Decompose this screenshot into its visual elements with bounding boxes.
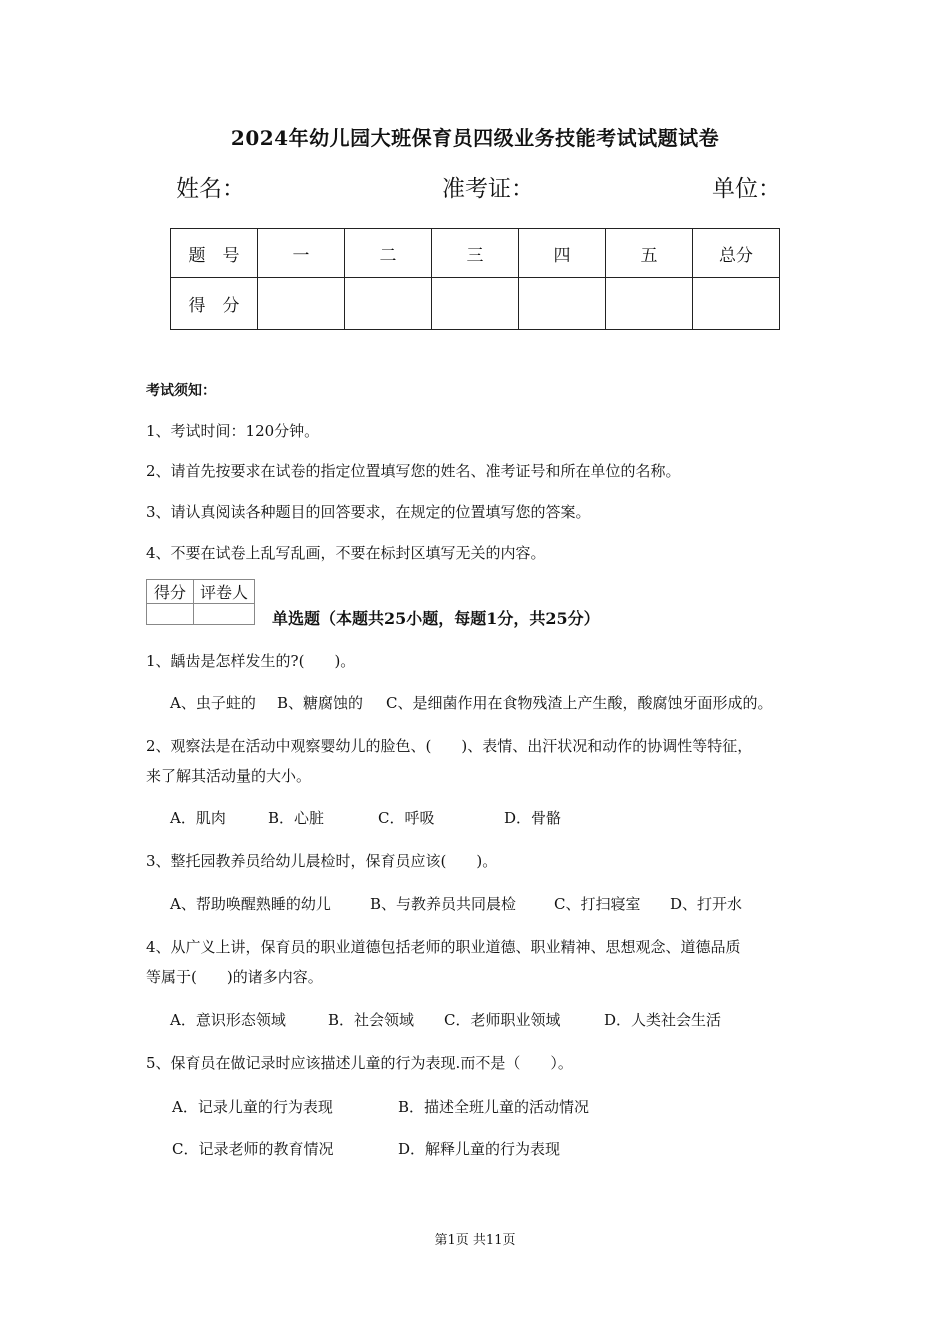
question-option: B．社会领域 [328, 1011, 415, 1029]
score-header-cell: 一 [258, 229, 345, 278]
question-option: A．记录儿童的行为表现 [172, 1098, 333, 1116]
score-cell[interactable] [345, 278, 432, 330]
question-stem: 3、整托园教养员给幼儿晨检时，保育员应该( )。 [146, 852, 498, 870]
question-option: C．呼吸 [378, 809, 435, 827]
score-cell[interactable] [693, 278, 780, 330]
question-option: C．记录老师的教育情况 [172, 1140, 334, 1158]
page-footer: 第1页 共11页 [434, 1233, 516, 1248]
score-cell[interactable] [606, 278, 693, 330]
name-field-label: 姓名： [176, 176, 245, 202]
question-option: A、虫子蛀的 [170, 694, 256, 712]
notice-item: 3、请认真阅读各种题目的回答要求，在规定的位置填写您的答案。 [146, 503, 591, 521]
grader-score-cell[interactable] [147, 604, 194, 625]
question-option: A．肌肉 [170, 809, 226, 827]
question-option: B、糖腐蚀的 [277, 694, 364, 712]
question-option: B、与教养员共同晨检 [370, 895, 517, 913]
score-header-cell: 题 号 [171, 229, 258, 278]
question-option: A．意识形态领域 [170, 1011, 286, 1029]
score-header-cell: 总分 [693, 229, 780, 278]
question-stem: 2、观察法是在活动中观察婴幼儿的脸色、( )、表情、出汗状况和动作的协调性等特征， [146, 737, 753, 755]
question-stem: 1、龋齿是怎样发生的?( )。 [146, 652, 356, 670]
question-option: D．骨骼 [504, 809, 562, 827]
score-cell[interactable] [519, 278, 606, 330]
score-header-cell: 二 [345, 229, 432, 278]
question-option: D、打开水 [670, 895, 743, 913]
question-stem: 5、保育员在做记录时应该描述儿童的行为表现.而不是（ ）。 [146, 1054, 573, 1072]
question-option: B．心脏 [268, 809, 325, 827]
question-option: C、打扫寝室 [554, 895, 641, 913]
question-option: C．老师职业领域 [444, 1011, 561, 1029]
question-stem: 等属于( )的诸多内容。 [146, 968, 323, 986]
grader-name-cell[interactable] [194, 604, 255, 625]
score-table [170, 228, 780, 330]
score-cell[interactable] [258, 278, 345, 330]
score-header-cell: 四 [519, 229, 606, 278]
unit-field-label: 单位： [712, 176, 781, 202]
exam-id-field-label: 准考证： [442, 176, 534, 202]
question-option: A、帮助唤醒熟睡的幼儿 [170, 895, 331, 913]
notice-item: 1、考试时间：120分钟。 [146, 422, 320, 440]
grader-box [146, 579, 255, 625]
question-stem: 4、从广义上讲，保育员的职业道德包括老师的职业道德、职业精神、思想观念、道德品质 [146, 938, 741, 956]
grader-score-label: 得分 [147, 580, 194, 604]
score-row-label: 得 分 [171, 278, 258, 330]
score-table-score-row [171, 278, 780, 330]
question-option: C、是细菌作用在食物残渣上产生酸，酸腐蚀牙面形成的。 [386, 694, 773, 712]
question-option: B．描述全班儿童的活动情况 [398, 1098, 590, 1116]
question-stem: 来了解其活动量的大小。 [146, 767, 312, 785]
exam-title: 2024年幼儿园大班保育员四级业务技能考试试题试卷 [230, 126, 720, 150]
question-option: D．人类社会生活 [604, 1011, 722, 1029]
notice-item: 2、请首先按要求在试卷的指定位置填写您的姓名、准考证号和所在单位的名称。 [146, 462, 681, 480]
score-cell[interactable] [432, 278, 519, 330]
score-header-cell: 三 [432, 229, 519, 278]
notice-item: 4、不要在试卷上乱写乱画，不要在标封区填写无关的内容。 [146, 544, 546, 562]
question-option: D．解释儿童的行为表现 [398, 1140, 561, 1158]
score-table-header-row [171, 229, 780, 278]
section-title: 单选题（本题共25小题，每题1分，共25分） [272, 609, 600, 628]
grader-name-label: 评卷人 [194, 580, 255, 604]
notice-title: 考试须知： [146, 383, 216, 399]
score-header-cell: 五 [606, 229, 693, 278]
